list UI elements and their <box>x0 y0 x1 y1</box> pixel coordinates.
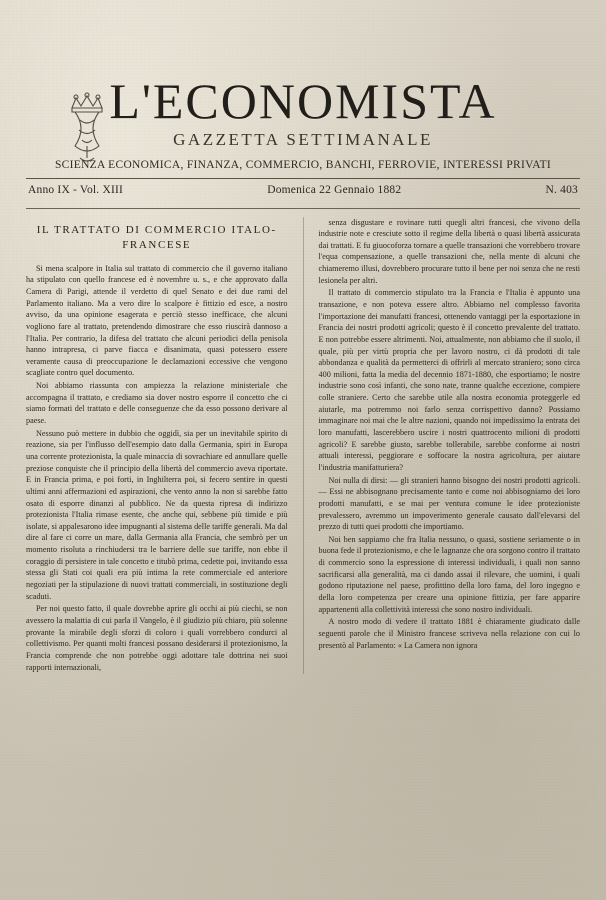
masthead-subtitle: GAZZETTA SETTIMANALE <box>173 129 433 149</box>
column-divider <box>303 217 304 675</box>
paragraph: A nostro modo di vedere il trattato 1881 è chiaramente giudicato dalle seguenti parole che il Ministro francese scriveva nella relazione con cui lo presentò al Parlamento: « La Camera non ignora <box>318 617 580 650</box>
paragraph: senza disgustare e rovinare tutti quegli altri francesi, che vivono della industrie note e cresciute sotto il regime della libertà o quasi libertà assicurata dai trattati. E fu giuocoforza tornare a quelle transazioni che vorrebbero trovare l'equa compensazione, a quelle transazioni che, nella mente di alcuni che chiameremo illusi, dovrebbero procurare tutto il bene per noi senza che ne resti lesionela per altri. <box>318 217 580 285</box>
issue-year-volume: Anno IX - Vol. XIII <box>28 183 124 196</box>
paragraph: Si mena scalpore in Italia sul trattato di commercio che il governo italiano ha stipulato con quello francese ed è novembre u. s., e che approvato dalla Camera di Parigi, attende il verdetto di quel Senato e dei due rami del Parlamento italiano. Ma a vero dire lo scalpore è fittizio ed esce, a nostro avviso, da una opinione esagerata e perciò stesso inefficace, che alcuni vogliono fare al trattato, pretendendo dimostrare che esso riuscirà dannoso a l'Italia. Per contrario, la difesa del trattato che alcuni periodici della penisola hanno intrapresa, ci parve fiacca e disanimata, quasi potessero essere veramente causa di preoccupazione le declamazioni eccessive che vengono scagliate contro quel documento. <box>26 263 288 378</box>
column-right <box>319 217 581 675</box>
page-title: L'ECONOMISTA <box>109 73 497 129</box>
article-title: IL TRATTATO DI COMMERCIO ITALO-FRANCESE <box>36 223 277 252</box>
issue-date: Domenica 22 Gennaio 1882 <box>267 183 402 196</box>
crown-crest-icon <box>60 88 114 166</box>
issue-rule <box>26 208 580 209</box>
paragraph: Noi nulla di dirsi: — gli stranieri hanno bisogno dei nostri prodotti agricoli. — Essi ne abbisognano precisamente tanto e come noi abbisogniamo dei loro prodotti manufatti, e se mai per ventura comune le idee protezioniste prevalessero, avremmo un impoverimento generale causato dall'elevarsi del prezzo di tutti quei prodotti che importiamo. <box>318 475 580 532</box>
paragraph: Noi abbiamo riassunta con ampiezza la relazione ministeriale che accompagna il trattato, e crediamo sia dover nostro esporre il concetto che ci siamo formati del trattato e delle conseguenze che da esso possono derivare al paese. <box>26 381 288 426</box>
masthead-tagline: SCIENZA ECONOMICA, FINANZA, COMMERCIO, BANCHI, FERROVIE, INTERESSI PRIVATI <box>54 158 552 171</box>
paragraph: Il trattato di commercio stipulato tra la Francia e l'Italia è appunto una transazione, e non poteva essere altro. Abbiamo nel complesso favorita l'importazione dei manufatti francesi, ottenendo vantaggi per la esportazione in Francia dei nostri prodotti agricoli; questo è il concetto prevalente del trattato. E non potrebbe essere altrimenti. Noi, attualmente, non abbiamo che il suolo, il quale, più per virtù propria che per lavoro nostro, ci dà prodotti di tale abbondanza e qualità da permetterci di offrirli al mercato straniero; sono circa 400 milioni, fatta la media del decennio 1871-1880, che esportiamo; le nostre industrie sono così infanti, che sono nate, tranne qualche eccezione, compiere colle straniere. Certo che sarebbe utile alla nostra economia proteggerle ed aiutarle, ma potremmo noi farlo senza corrispettivo danno? Possiamo immaginare noi mai che le altre nazioni, quando noi impedissimo la entrata dei loro manufatti, lascerebbero uscire i nostri quattrocento milioni di prodotti agricoli? E sarebbe giusto, sarebbe tollerabile, sarebbe conforme ai nostri attuali interessi, peggiorare e soffocare la nostra agricoltura, per aiutare l'industria manifatturiera? <box>318 288 580 472</box>
issue-number: N. 403 <box>545 183 578 196</box>
paragraph: Noi ben sappiamo che fra Italia nessuno, o quasi, sostiene seriamente o in buona fede il protezionismo, e che le lagnanze che ora sorgono contro il trattato di commercio sono la espressione di interessi individuali, i quali non sanno sacrificarsi alla generalità, ma ci dando assai il rilevare, che uomini, i quali godono riputazione nel paese, profittino della loro fama, del loro ingegno e della loro competenza per creare una opinione fittizia, per fare apparire appartenenti alla collettività interessi che sono nostro individuali. <box>318 534 580 614</box>
masthead <box>26 0 580 179</box>
issue-info-bar <box>26 179 580 201</box>
column-left <box>26 217 288 675</box>
paragraph: Per noi questo fatto, il quale dovrebbe aprire gli occhi ai più ciechi, se non avessero la malattia di cui parla il Vangelo, è il giudizio più chiaro, più solenne provante la mirabile degli sforzi di coloro i quali vorrebbero condurci al collettivismo. Per quanti molti francesi possano desiderarsi il protezionismo, la Francia comprende che non potrebbe oggi adottare tale dottrina nei suoi rapporti internazionali, <box>26 604 288 672</box>
masthead-rule <box>26 178 580 179</box>
article-body <box>26 217 580 675</box>
page-footer-space <box>26 674 580 684</box>
paragraph: Nessuno può mettere in dubbio che oggidì, sia per un inevitabile spirito di reazione, sia per l'influsso dell'esempio dato dalla Germania, spiri in Europa una corrente protezionista, la quale minaccia di sovrachiare ed annullare quelle preziose conquiste che il principio della libertà del commercio aveva riportate. E in Francia prima, e poi forti, in Inghilterra poi, si fecero sentire in questi ultimi anni affermazioni ed aspirazioni, che vento anno la non si sarebbe fatto osato di esporre dinanzi al pubblico. Ne da questa ripresa di indirizzo protezionista l'Italia rimase esente, che anche qui, sebbene più timide e più isolate, si appalesarono idee impugnanti al sistema delle tariffe generali. Ma dal dire al fare ci corre un mare, dalla Germania alla Francia, che sembrò per un momento risoluta a rinchiudersi tra le barriere delle sue tariffe, non ebbe il coraggio di persistere in tale concetto e titubò prima, cedette poi, invitando essa stessa gli Stati coi quali era più intima la rete commerciale ed anteriore negoziati per la stipulazione di nuovi trattati commerciali, in sostituzione degli scaduti. <box>26 428 288 601</box>
